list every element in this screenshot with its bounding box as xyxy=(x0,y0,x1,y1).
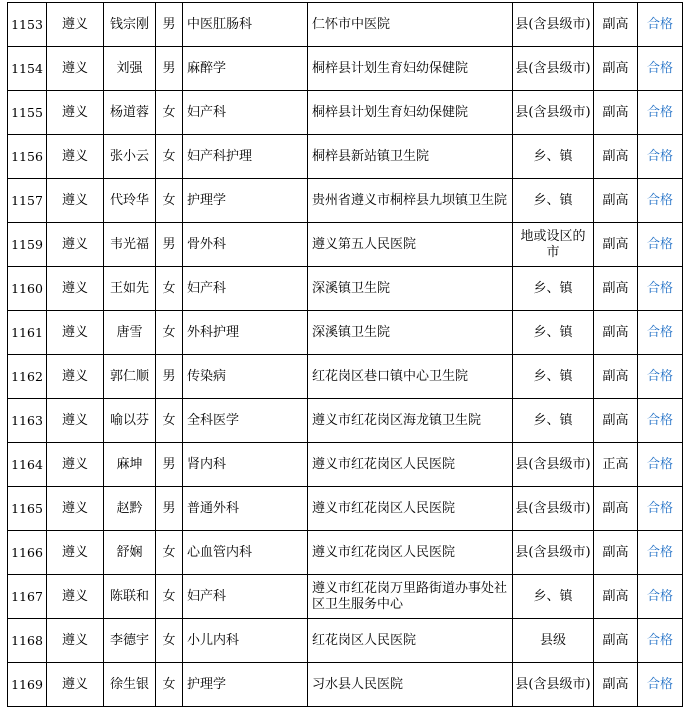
cell-name: 杨道蓉 xyxy=(104,91,156,135)
cell-result[interactable]: 合格 xyxy=(638,355,683,399)
cell-sex: 男 xyxy=(156,355,183,399)
cell-region: 遵义 xyxy=(47,179,104,223)
cell-title: 副高 xyxy=(594,355,638,399)
table-row xyxy=(8,223,683,267)
cell-title: 副高 xyxy=(594,399,638,443)
table-row xyxy=(8,443,683,487)
cell-sex: 男 xyxy=(156,223,183,267)
cell-major: 妇产科 xyxy=(183,91,308,135)
cell-unit: 深溪镇卫生院 xyxy=(308,311,513,355)
cell-major: 全科医学 xyxy=(183,399,308,443)
cell-major: 外科护理 xyxy=(183,311,308,355)
cell-id: 1165 xyxy=(8,487,47,531)
cell-major: 心血管内科 xyxy=(183,531,308,575)
cell-title: 副高 xyxy=(594,663,638,707)
cell-name: 代玲华 xyxy=(104,179,156,223)
cell-unit: 遵义市红花岗区人民医院 xyxy=(308,531,513,575)
cell-title: 副高 xyxy=(594,575,638,619)
cell-level: 县(含县级市) xyxy=(513,663,594,707)
cell-level: 乡、镇 xyxy=(513,179,594,223)
cell-id: 1168 xyxy=(8,619,47,663)
cell-sex: 女 xyxy=(156,619,183,663)
cell-region: 遵义 xyxy=(47,135,104,179)
cell-id: 1156 xyxy=(8,135,47,179)
cell-unit: 遵义市红花岗区海龙镇卫生院 xyxy=(308,399,513,443)
cell-title: 副高 xyxy=(594,619,638,663)
cell-region: 遵义 xyxy=(47,47,104,91)
cell-major: 普通外科 xyxy=(183,487,308,531)
cell-title: 副高 xyxy=(594,179,638,223)
cell-unit: 遵义市红花岗区人民医院 xyxy=(308,443,513,487)
cell-result[interactable]: 合格 xyxy=(638,531,683,575)
cell-sex: 女 xyxy=(156,91,183,135)
table-row xyxy=(8,267,683,311)
cell-major: 小儿内科 xyxy=(183,619,308,663)
cell-region: 遵义 xyxy=(47,399,104,443)
cell-region: 遵义 xyxy=(47,355,104,399)
cell-region: 遵义 xyxy=(47,223,104,267)
cell-result[interactable]: 合格 xyxy=(638,619,683,663)
table-row xyxy=(8,487,683,531)
cell-title: 副高 xyxy=(594,311,638,355)
table-row xyxy=(8,575,683,619)
cell-major: 肾内科 xyxy=(183,443,308,487)
cell-level: 县(含县级市) xyxy=(513,47,594,91)
cell-region: 遵义 xyxy=(47,443,104,487)
cell-sex: 女 xyxy=(156,179,183,223)
cell-name: 麻坤 xyxy=(104,443,156,487)
cell-major: 妇产科护理 xyxy=(183,135,308,179)
cell-region: 遵义 xyxy=(47,267,104,311)
cell-result[interactable]: 合格 xyxy=(638,575,683,619)
cell-level: 乡、镇 xyxy=(513,355,594,399)
cell-result[interactable]: 合格 xyxy=(638,487,683,531)
cell-unit: 桐梓县计划生育妇幼保健院 xyxy=(308,47,513,91)
cell-unit: 深溪镇卫生院 xyxy=(308,267,513,311)
cell-name: 刘强 xyxy=(104,47,156,91)
cell-title: 正高 xyxy=(594,443,638,487)
cell-name: 陈联和 xyxy=(104,575,156,619)
cell-name: 喻以芬 xyxy=(104,399,156,443)
cell-unit: 遵义市红花岗万里路街道办事处社区卫生服务中心 xyxy=(308,575,513,619)
cell-title: 副高 xyxy=(594,135,638,179)
cell-id: 1161 xyxy=(8,311,47,355)
cell-sex: 女 xyxy=(156,267,183,311)
cell-level: 县(含县级市) xyxy=(513,443,594,487)
cell-level: 地或设区的市 xyxy=(513,223,594,267)
cell-level: 乡、镇 xyxy=(513,135,594,179)
cell-sex: 男 xyxy=(156,487,183,531)
cell-major: 护理学 xyxy=(183,663,308,707)
cell-major: 中医肛肠科 xyxy=(183,3,308,47)
cell-id: 1154 xyxy=(8,47,47,91)
table-row xyxy=(8,663,683,707)
cell-sex: 女 xyxy=(156,399,183,443)
cell-name: 唐雪 xyxy=(104,311,156,355)
cell-level: 县级 xyxy=(513,619,594,663)
table-row xyxy=(8,355,683,399)
cell-id: 1169 xyxy=(8,663,47,707)
cell-sex: 女 xyxy=(156,663,183,707)
cell-unit: 遵义市红花岗区人民医院 xyxy=(308,487,513,531)
cell-major: 骨外科 xyxy=(183,223,308,267)
table-row xyxy=(8,91,683,135)
cell-title: 副高 xyxy=(594,487,638,531)
table-row xyxy=(8,311,683,355)
cell-major: 妇产科 xyxy=(183,267,308,311)
table-row xyxy=(8,47,683,91)
cell-result[interactable]: 合格 xyxy=(638,663,683,707)
cell-id: 1164 xyxy=(8,443,47,487)
cell-unit: 遵义第五人民医院 xyxy=(308,223,513,267)
table-row xyxy=(8,619,683,663)
cell-unit: 红花岗区巷口镇中心卫生院 xyxy=(308,355,513,399)
cell-unit: 仁怀市中医院 xyxy=(308,3,513,47)
cell-title: 副高 xyxy=(594,47,638,91)
cell-name: 赵黔 xyxy=(104,487,156,531)
cell-id: 1163 xyxy=(8,399,47,443)
cell-sex: 男 xyxy=(156,443,183,487)
cell-region: 遵义 xyxy=(47,619,104,663)
cell-region: 遵义 xyxy=(47,91,104,135)
cell-region: 遵义 xyxy=(47,575,104,619)
cell-result[interactable]: 合格 xyxy=(638,223,683,267)
cell-major: 麻醉学 xyxy=(183,47,308,91)
cell-sex: 女 xyxy=(156,311,183,355)
cell-region: 遵义 xyxy=(47,531,104,575)
cell-level: 县(含县级市) xyxy=(513,91,594,135)
table-row xyxy=(8,135,683,179)
cell-name: 郭仁顺 xyxy=(104,355,156,399)
table-body xyxy=(8,3,683,707)
cell-id: 1166 xyxy=(8,531,47,575)
cell-sex: 女 xyxy=(156,135,183,179)
cell-unit: 贵州省遵义市桐梓县九坝镇卫生院 xyxy=(308,179,513,223)
cell-name: 舒娴 xyxy=(104,531,156,575)
cell-unit: 习水县人民医院 xyxy=(308,663,513,707)
cell-title: 副高 xyxy=(594,91,638,135)
cell-title: 副高 xyxy=(594,223,638,267)
cell-name: 钱宗刚 xyxy=(104,3,156,47)
cell-major: 传染病 xyxy=(183,355,308,399)
cell-result[interactable]: 合格 xyxy=(638,311,683,355)
cell-id: 1159 xyxy=(8,223,47,267)
cell-level: 乡、镇 xyxy=(513,311,594,355)
cell-result[interactable]: 合格 xyxy=(638,135,683,179)
table-row xyxy=(8,531,683,575)
cell-region: 遵义 xyxy=(47,3,104,47)
results-table xyxy=(7,2,683,707)
cell-id: 1160 xyxy=(8,267,47,311)
cell-sex: 女 xyxy=(156,531,183,575)
cell-result[interactable]: 合格 xyxy=(638,91,683,135)
cell-sex: 男 xyxy=(156,47,183,91)
cell-name: 张小云 xyxy=(104,135,156,179)
cell-result[interactable]: 合格 xyxy=(638,3,683,47)
cell-id: 1157 xyxy=(8,179,47,223)
cell-id: 1162 xyxy=(8,355,47,399)
cell-title: 副高 xyxy=(594,3,638,47)
cell-level: 县(含县级市) xyxy=(513,487,594,531)
cell-title: 副高 xyxy=(594,531,638,575)
table-row xyxy=(8,179,683,223)
cell-name: 李德宇 xyxy=(104,619,156,663)
cell-name: 徐生银 xyxy=(104,663,156,707)
cell-region: 遵义 xyxy=(47,487,104,531)
cell-major: 护理学 xyxy=(183,179,308,223)
cell-result[interactable]: 合格 xyxy=(638,47,683,91)
cell-level: 县(含县级市) xyxy=(513,3,594,47)
cell-id: 1167 xyxy=(8,575,47,619)
cell-unit: 红花岗区人民医院 xyxy=(308,619,513,663)
cell-name: 韦光福 xyxy=(104,223,156,267)
cell-level: 乡、镇 xyxy=(513,575,594,619)
cell-sex: 女 xyxy=(156,575,183,619)
cell-result[interactable]: 合格 xyxy=(638,179,683,223)
cell-id: 1153 xyxy=(8,3,47,47)
cell-result[interactable]: 合格 xyxy=(638,399,683,443)
cell-major: 妇产科 xyxy=(183,575,308,619)
cell-result[interactable]: 合格 xyxy=(638,443,683,487)
cell-level: 乡、镇 xyxy=(513,399,594,443)
cell-level: 县(含县级市) xyxy=(513,531,594,575)
table-row xyxy=(8,3,683,47)
cell-unit: 桐梓县新站镇卫生院 xyxy=(308,135,513,179)
cell-level: 乡、镇 xyxy=(513,267,594,311)
cell-name: 王如先 xyxy=(104,267,156,311)
cell-title: 副高 xyxy=(594,267,638,311)
cell-id: 1155 xyxy=(8,91,47,135)
table-row xyxy=(8,399,683,443)
cell-result[interactable]: 合格 xyxy=(638,267,683,311)
cell-sex: 男 xyxy=(156,3,183,47)
cell-region: 遵义 xyxy=(47,663,104,707)
cell-region: 遵义 xyxy=(47,311,104,355)
cell-unit: 桐梓县计划生育妇幼保健院 xyxy=(308,91,513,135)
